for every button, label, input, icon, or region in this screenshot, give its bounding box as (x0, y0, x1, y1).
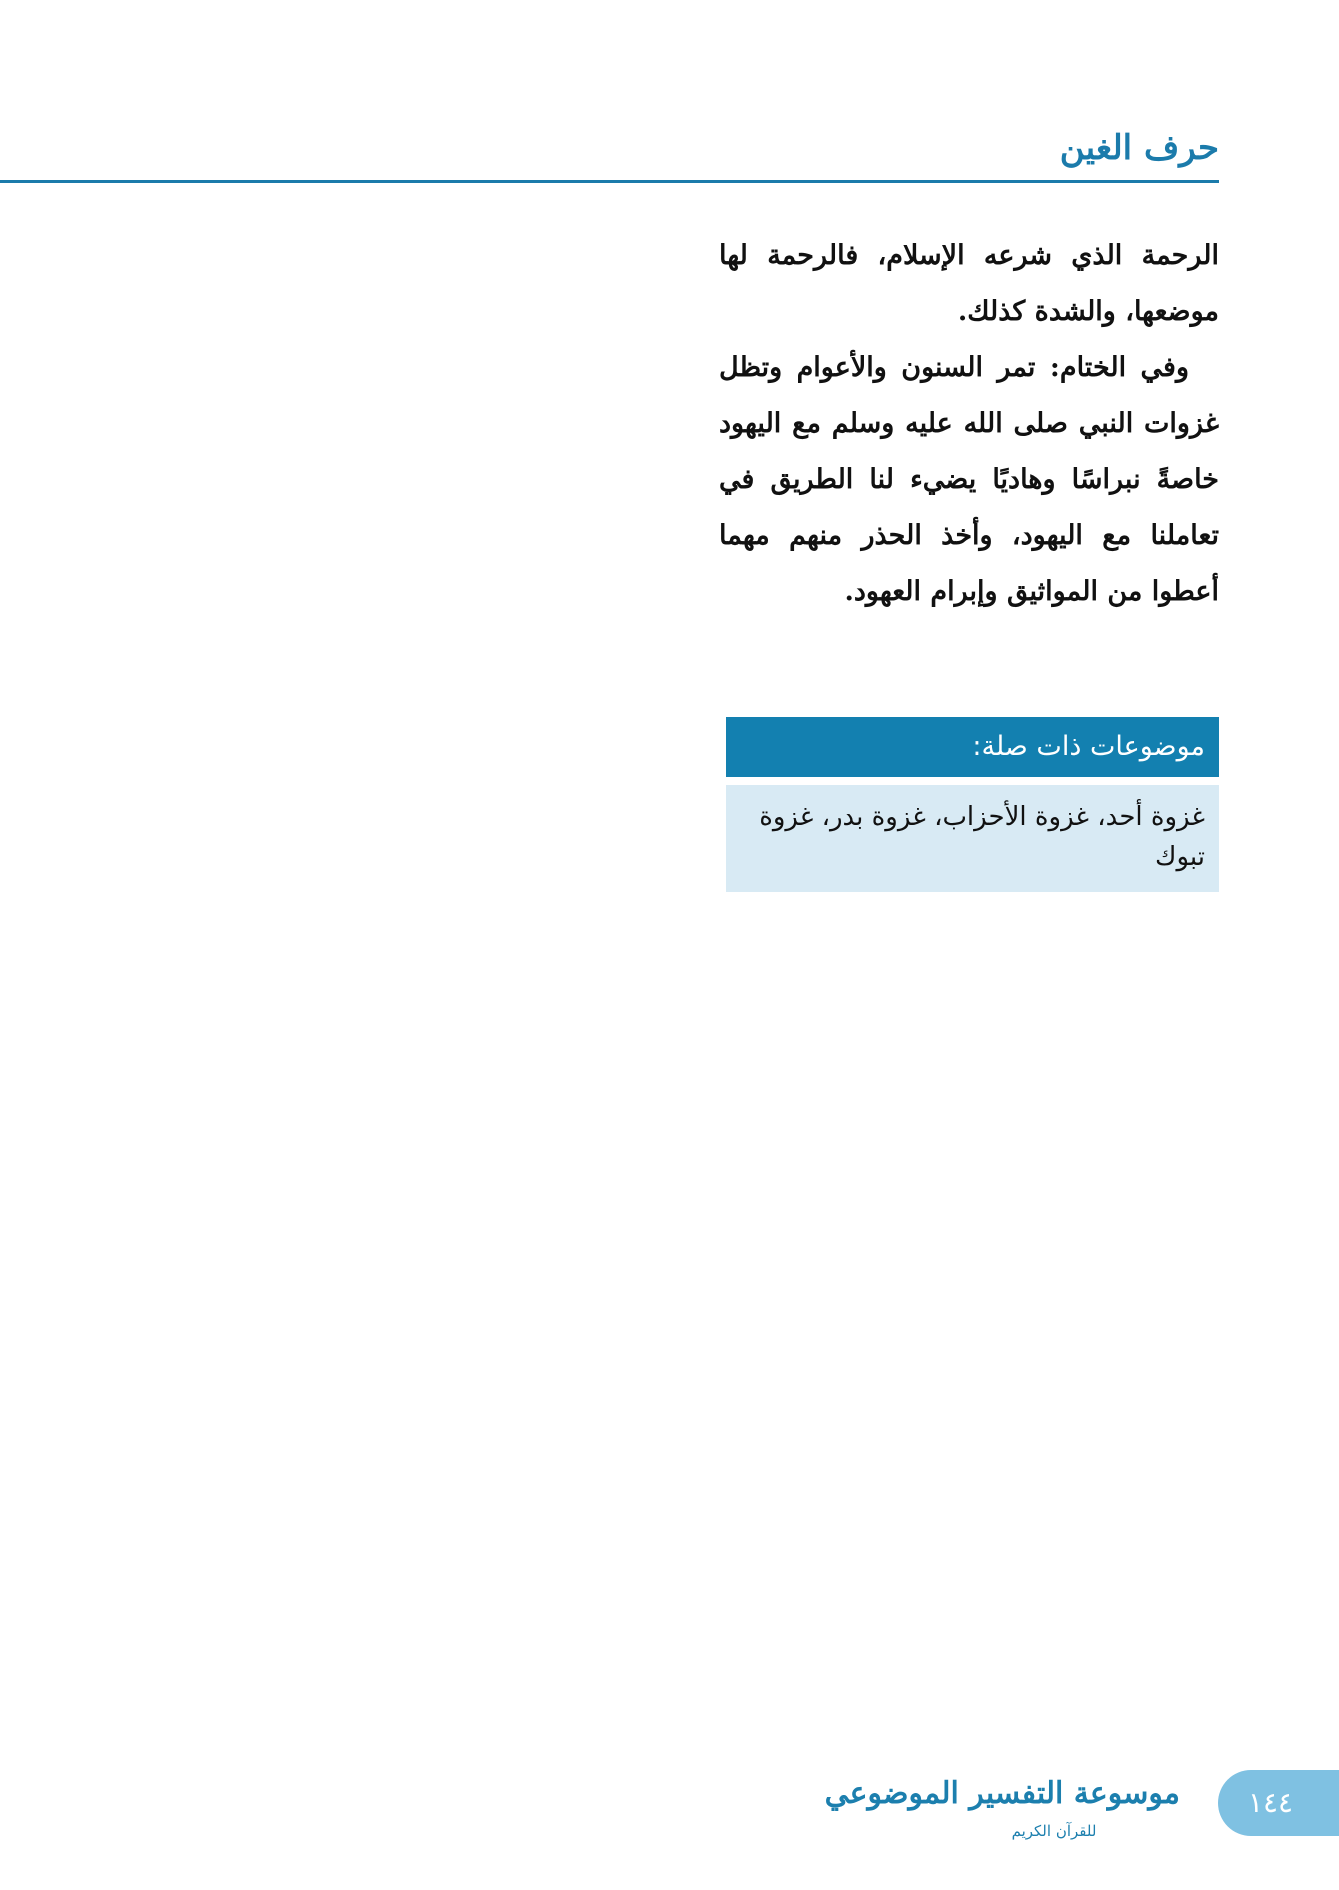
paragraph: الرحمة الذي شرعه الإسلام، فالرحمة لها موضعها، والشدة كذلك. (719, 240, 1219, 327)
logo-title: موسوعة التفسير الموضوعي (824, 1776, 1180, 1811)
logo-subtitle: للقرآن الكريم (1011, 1822, 1097, 1840)
header-divider (0, 180, 1219, 183)
body-text (719, 228, 1219, 620)
related-topics-heading: موضوعات ذات صلة: (726, 717, 1219, 777)
related-topics-list: غزوة أحد، غزوة الأحزاب، غزوة بدر، غزوة تبوك (726, 785, 1219, 892)
paragraph: وفي الختام: تمر السنون والأعوام وتظل غزوات النبي صلى الله عليه وسلم مع اليهود خاصةً نبراسًا وهاديًا يضيء لنا الطريق في تعاملنا مع اليهود، وأخذ الحذر منهم مهما أعطوا من المواثيق وإبرام العهود. (719, 352, 1219, 607)
encyclopedia-logo (824, 1776, 1180, 1846)
page-number: ١٤٤ (1218, 1770, 1339, 1836)
section-title: حرف الغين (1059, 128, 1219, 168)
